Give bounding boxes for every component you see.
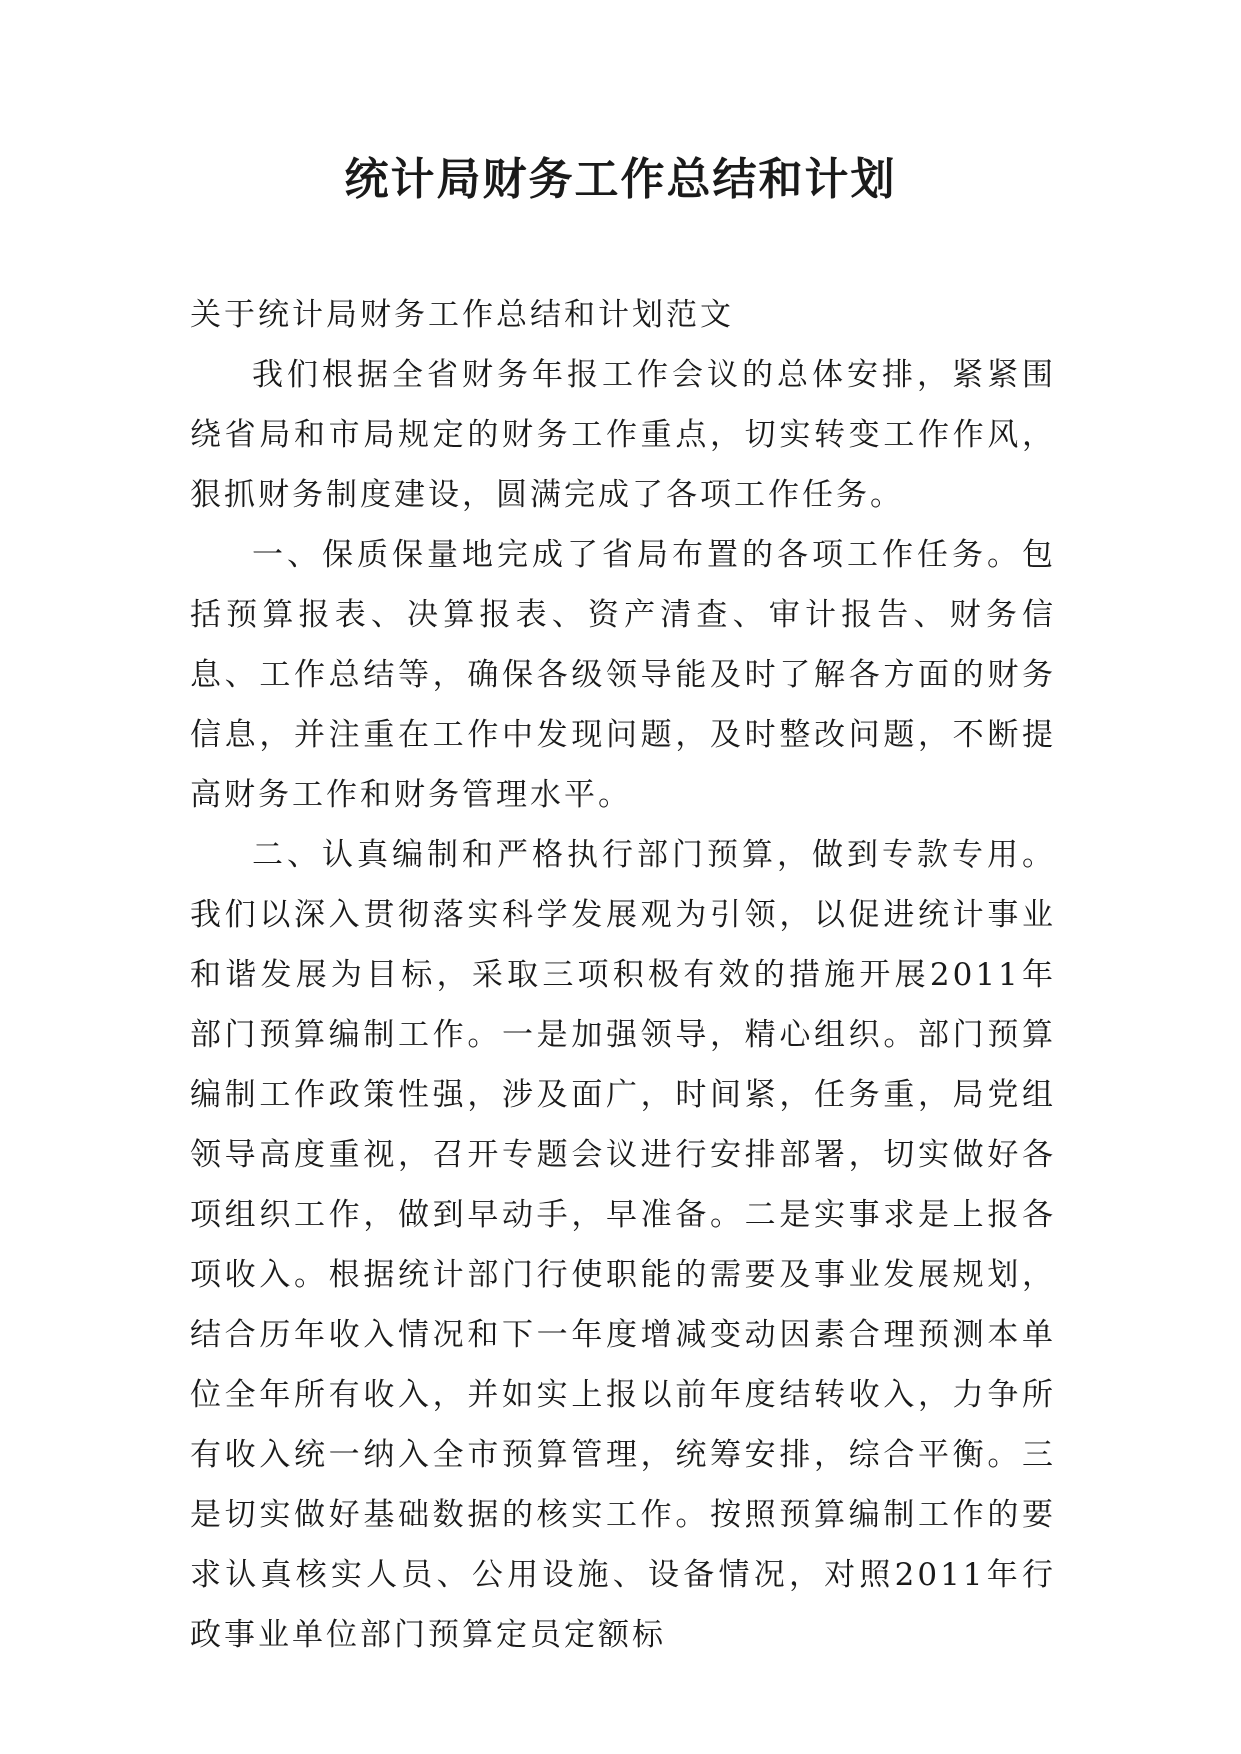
document-body <box>190 285 1056 1665</box>
paragraph-intro: 我们根据全省财务年报工作会议的总体安排，紧紧围绕省局和市局规定的财务工作重点，切实转变工作作风，狠抓财务制度建设，圆满完成了各项工作任务。 <box>190 357 1056 513</box>
paragraph-section-two: 二、认真编制和严格执行部门预算，做到专款专用。我们以深入贯彻落实科学发展观为引领，以促进统计事业和谐发展为目标，采取三项积极有效的措施开展2011年部门预算编制工作。一是加强领导，精心组织。部门预算编制工作政策性强，涉及面广，时间紧，任务重，局党组领导高度重视，召开专题会议进行安排部署，切实做好各项组织工作，做到早动手，早准备。二是实事求是上报各项收入。根据统计部门行使职能的需要及事业发展规划，结合历年收入情况和下一年度增减变动因素合理预测本单位全年所有收入，并如实上报以前年度结转收入，力争所有收入统一纳入全市预算管理，统筹安排，综合平衡。三是切实做好基础数据的核实工作。按照预算编制工作的要求认真核实人员、公用设施、设备情况，对照2011年行政事业单位部门预算定员定额标 <box>190 837 1056 1653</box>
document-title: 统计局财务工作总结和计划 <box>344 154 897 205</box>
document-subtitle: 关于统计局财务工作总结和计划范文 <box>190 297 734 333</box>
paragraph-section-one: 一、保质保量地完成了省局布置的各项工作任务。包括预算报表、决算报表、资产清查、审计报告、财务信息、工作总结等，确保各级领导能及时了解各方面的财务信息，并注重在工作中发现问题，及时整改问题，不断提高财务工作和财务管理水平。 <box>190 537 1056 813</box>
